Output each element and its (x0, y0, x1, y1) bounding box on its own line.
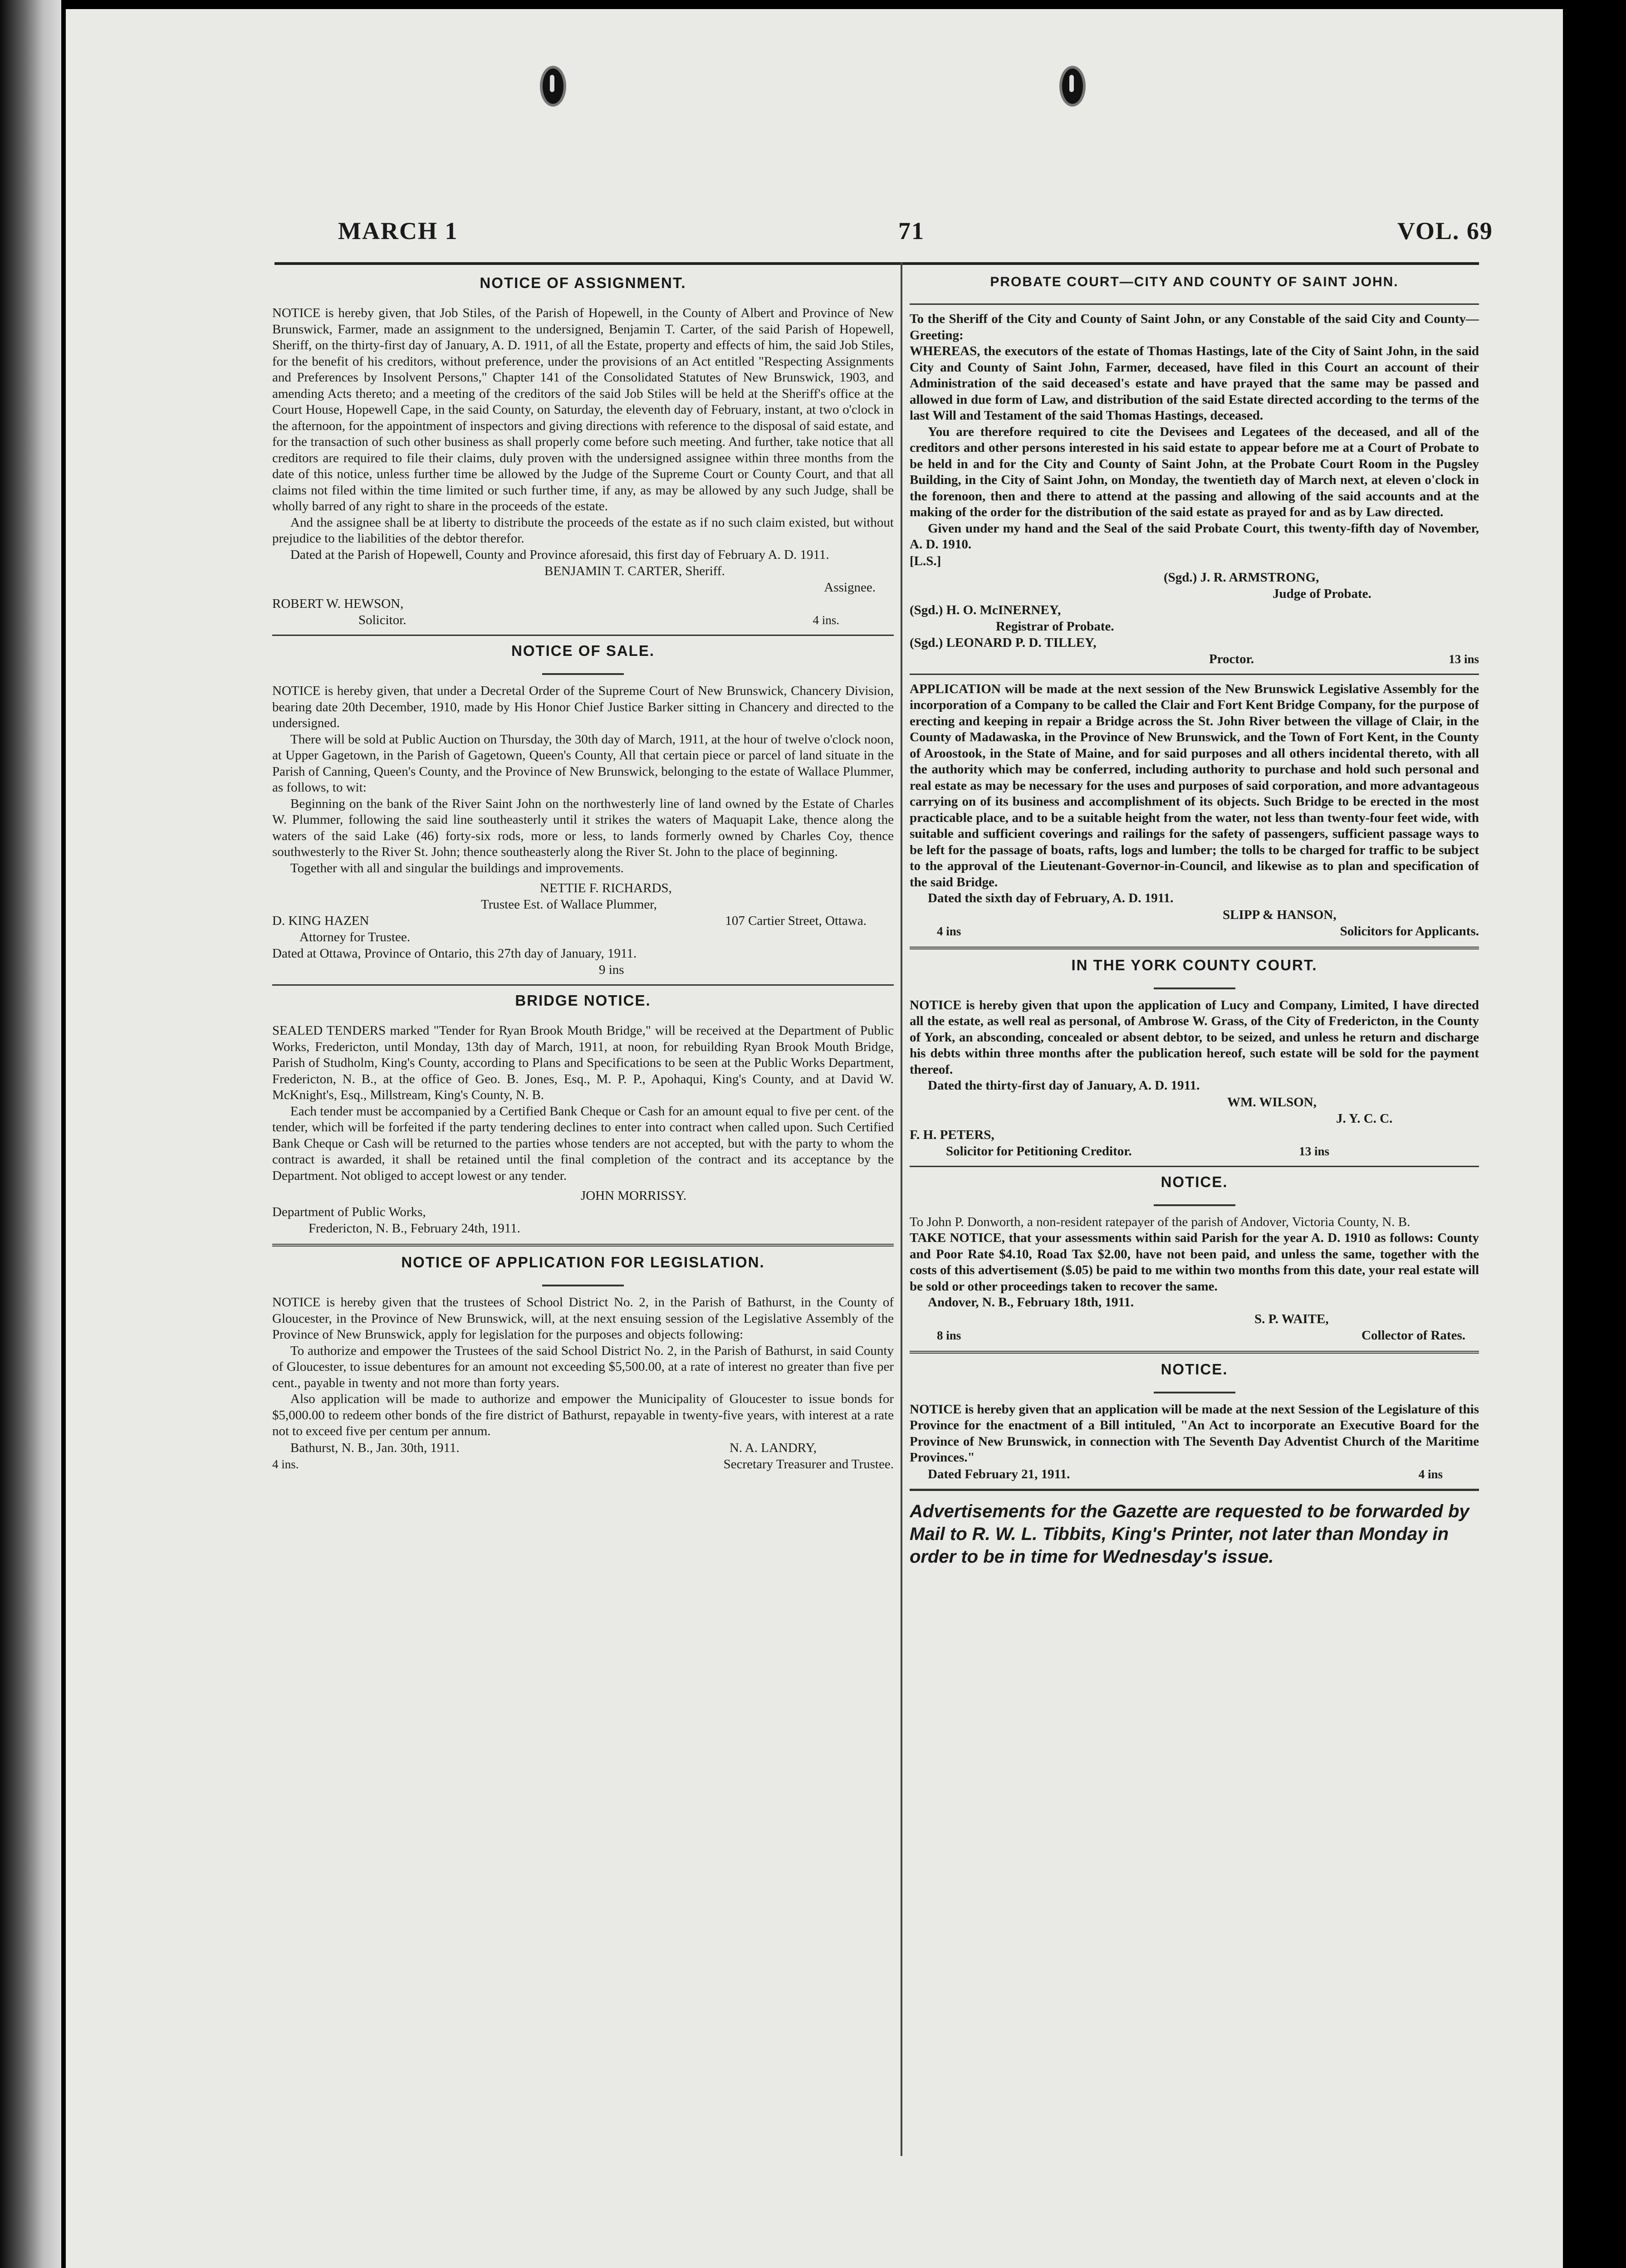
header-rule (274, 262, 1479, 265)
probate-paragraph: WHEREAS, the executors of the estate of Thomas Hastings, late of the City of Saint John, in the said City and County of Saint John, Farmer, deceased, have filed in this Court an account of their Administration of the said deceased's estate and have prayed that the same may be passed and allowed in due form of Law, and distribution of the said Estate directed according to the terms of the last Will and Testament of the said Thomas Hastings, deceased. (910, 344, 1479, 423)
sale-attorney: D. KING HAZEN (272, 914, 369, 928)
section-rule (272, 635, 894, 636)
sale-paragraph: Beginning on the bank of the River Saint John on the northwesterly line of land owned by the Estate of Charles W. Plummer, following the said line southeasterly until it strikes the waters of Maquapit Lake, thence along the waters of the said Lake (46) forty-six rods, more or less, to lands formerly owned by Charles Coy, thence southwesterly to the River St. John; thence southeasterly along the River St. John to the place of beginning. (272, 796, 894, 859)
probate-salutation: To the Sheriff of the City and County of Saint John, or any Constable of the said City and County—Greeting: (910, 312, 1479, 342)
bridge-paragraph: Each tender must be accompanied by a Certified Bank Cheque or Cash for an amount equal to five per cent. of the tender, which will be forfeited if the party tendering declines to enter into contract when called upon. Such Certified Bank Cheque or Cash will be returned to the parties whose tenders are not accepted, but with the party to whom the contract is awarded, it shall be retained until the final completion of the contract and its acceptance by the Department. Not obliged to accept lowest or any tender. (272, 1104, 894, 1183)
probate-judge-role: Judge of Probate. (1273, 586, 1371, 601)
header-date: MARCH 1 (338, 217, 458, 244)
bridge-notice (272, 1023, 894, 1184)
probate-paragraph: You are therefore required to cite the Devisees and Legatees of the deceased, and all of the creditors and other persons interested in his said estate to appear before me at a Court of Probate to be held in and for the City and County of Saint John, at the Probate Court Room in the Pugsley Building, in the City of Saint John, on Monday, the twentieth day of March next, at eleven o'clock in the forenoon, then and there to attend at the passing and allowing of the said accounts and at the making of the order for the distribution of the said estate as prayed for and as by Law directed. (910, 424, 1479, 519)
york-ins: 13 ins (1299, 1144, 1329, 1158)
notice1-heading: NOTICE. (1161, 1173, 1228, 1190)
assignment-signer: BENJAMIN T. CARTER, Sheriff. (544, 564, 725, 578)
assignment-paragraph: Dated at the Parish of Hopewell, County and Province aforesaid, this first day of February A. D. 1911. (290, 547, 829, 562)
probate-given: Given under my hand and the Seal of the said Probate Court, this twenty-fifth day of November, A. D. 1910. (910, 521, 1479, 552)
notice2-dated: Dated February 21, 1911. (928, 1466, 1070, 1481)
section-rule (910, 947, 1479, 949)
heading-underline (1154, 1392, 1235, 1393)
york-paragraph: NOTICE is hereby given that upon the application of Lucy and Company, Limited, I have directed all the estate, as well real as personal, of Ambrose W. Grass, of the City of Fredericton, in the County of York, an absconding, concealed or absent debtor, to be seized, and unless he return and discharge his debts within three months after the publication hereof, such estate will be sold for the payment thereof. (910, 997, 1479, 1077)
probate-ins: 13 ins (1449, 652, 1479, 666)
notice1-to: To John P. Donworth, a non-resident ratepayer of the parish of Andover, Victoria County, N. B. (910, 1214, 1411, 1229)
punch-hole-left (540, 66, 566, 107)
sale-attorney-role: Attorney for Trustee. (299, 930, 411, 944)
sale-heading: NOTICE OF SALE. (511, 642, 655, 659)
sale-signer-role: Trustee Est. of Wallace Plummer, (481, 897, 657, 912)
notice1 (910, 1214, 1479, 1311)
bridge-heading: BRIDGE NOTICE. (515, 992, 651, 1009)
bridge-department: Department of Public Works, (272, 1205, 426, 1219)
assignment-paragraph: And the assignee shall be at liberty to distribute the proceeds of the estate as if no such claim existed, but without prejudice to the liabilities of the debtor therefor. (272, 515, 894, 546)
assignment-ins: 4 ins. (813, 613, 839, 627)
notice2 (910, 1402, 1479, 1466)
column-divider (901, 262, 902, 2156)
notice2-ins: 4 ins (1418, 1467, 1443, 1481)
probate-registrar: (Sgd.) H. O. McINERNEY, (910, 602, 1061, 617)
assignment-paragraph: NOTICE is hereby given, that Job Stiles, of the Parish of Hopewell, in the County of Albert and Province of New Brunswick, Farmer, made an assignment to the undersigned, Benjamin T. Carter, of the said Parish of Hopewell, Sheriff, on the thirty-first day of January, A. D. 1911, of all the Estate, property and effects of him, the said Job Stiles, for the benefit of his creditors, without preference, under the provisions of an Act entitled "Respecting Assignments and Preferences by Insolvent Persons," Chapter 141 of the Consolidated Statutes of New Brunswick, 1903, and amending Acts thereto; and a meeting of the creditors of the said Job Stiles will be held at the Sheriff's office at the Court House, Hopewell Cape, in the said County, on Saturday, the eleventh day of February, instant, at two o'clock in the afternoon, for the appointment of inspectors and giving directions with reference to the disposal of said estate, and for the transaction of such other business as shall properly come before such meeting. And further, take notice that all creditors are required to file their claims, duly proven with the undersigned assignee within three months from the date of this notice, unless further time be allowed by the Judge of the Supreme Court or County Court, and that all claims not filed within the time limited or such further time, if any, as may be allowed by any such Judge, shall be wholly barred of any right to share in the proceeds of the estate. (272, 306, 894, 513)
probate-proctor-role: Proctor. (1209, 651, 1254, 666)
heading-underline (1154, 1204, 1235, 1206)
probate-proctor: (Sgd.) LEONARD P. D. TILLEY, (910, 635, 1097, 650)
section-rule (910, 1489, 1479, 1491)
heading-underline (542, 1285, 624, 1286)
probate-heading: PROBATE COURT—CITY AND COUNTY OF SAINT JOHN. (990, 274, 1399, 289)
bridge-company-notice (910, 681, 1479, 907)
section-rule (910, 303, 1479, 305)
sale-paragraph: Together with all and singular the buildings and improvements. (290, 860, 624, 875)
sale-dated: Dated at Ottawa, Province of Ontario, this 27th day of January, 1911. (272, 946, 637, 961)
volume-number: VOL. 69 (1397, 217, 1493, 244)
york-heading: IN THE YORK COUNTY COURT. (1071, 956, 1317, 973)
notice1-signer: S. P. WAITE, (1254, 1311, 1329, 1326)
legislation-paragraph: NOTICE is hereby given that the trustees of School District No. 2, in the Parish of Bathurst, in the County of Gloucester, in the Province of New Brunswick, will, at the next ensuing session of the Legislative Assembly of the Province of New Brunswick, apply for legislation for the purposes and objects following: (272, 1295, 894, 1342)
sale-paragraph: There will be sold at Public Auction on Thursday, the 30th day of March, 1911, at the hour of twelve o'clock noon, at Upper Gagetown, in the Parish of Gagetown, Queen's County, All that certain piece or parcel of land situate in the Parish of Canning, Queen's County, and the Province of New Brunswick, belonging to the estate of Wallace Plummer, as follows, to wit: (272, 732, 894, 795)
probate-registrar-role: Registrar of Probate. (996, 619, 1114, 634)
section-rule (272, 1244, 894, 1246)
heading-underline (542, 673, 624, 675)
sale-signer: NETTIE F. RICHARDS, (540, 881, 672, 895)
legislation-paragraph: To authorize and empower the Trustees of the said School District No. 2, in the Parish of Bathurst, in said County of Gloucester, to issue debentures for an amount not exceeding $5,500.00, at a rate of interest no greater than five per cent., payable in twenty and not more than forty years. (272, 1343, 894, 1390)
york-solicitor: F. H. PETERS, (910, 1127, 994, 1142)
bridge-signer: JOHN MORRISSY. (581, 1188, 687, 1203)
probate-seal: [L.S.] (910, 553, 941, 568)
legislation-signer: N. A. LANDRY, (729, 1440, 817, 1455)
legislation-signer-role: Secretary Treasurer and Trustee. (723, 1457, 894, 1471)
legislation-notice (272, 1295, 894, 1440)
notice1-ins: 8 ins (937, 1328, 961, 1342)
sale-ins: 9 ins (599, 963, 624, 977)
assignment-solicitor-role: Solicitor. (358, 613, 406, 627)
bridge-company-paragraph: APPLICATION will be made at the next session of the New Brunswick Legislative Assembly for the incorporation of a Company to be called the Clair and Fort Kent Bridge Company, for the purpose of erecting and keeping in repair a Bridge across the St. John River between the village of Clair, in the County of Madawaska, in the Province of New Brunswick, and the Town of Fort Kent, in the County of Aroostook, in the State of Maine, and for said purposes and all others incidental thereto, with all the authority which may be conferred, including authority to purchase and hold such personal and real estate as may be necessary for the uses and purposes of said corporation, and more advantageous carrying on of its business and accomplishment of its objects. Such Bridge to be erected in the most practicable place, and to be a suitable height from the water, not less than twenty-four feet wide, with suitable and sufficient coverings and railings for the safety of passengers, sufficient passage ways to be left for the passage of boats, rafts, logs and lumber; the tolls to be charged for traffic to be subject to the approval of the Lieutenant-Governor-in-Council, and likewise as to plan and specification of the said Bridge. (910, 681, 1479, 890)
section-rule (272, 984, 894, 986)
notice2-heading: NOTICE. (1161, 1360, 1228, 1378)
york-dated: Dated the thirty-first day of January, A. D. 1911. (928, 1078, 1200, 1093)
sale-paragraph: NOTICE is hereby given, that under a Decretal Order of the Supreme Court of New Brunswick, Chancery Division, bearing date 20th December, 1910, made by His Honor Chief Justice Barker sitting in Chancery and directed to the undersigned. (272, 684, 894, 730)
section-rule (910, 1166, 1479, 1167)
bridge-company-signer-role: Solicitors for Applicants. (1340, 924, 1479, 938)
right-column (910, 270, 1479, 1568)
section-rule (910, 674, 1479, 675)
bridge-company-dated: Dated the sixth day of February, A. D. 1911. (928, 891, 1174, 905)
assignment-heading: NOTICE OF ASSIGNMENT. (480, 274, 686, 291)
sale-address: 107 Cartier Street, Ottawa. (725, 914, 867, 928)
notice1-paragraph: TAKE NOTICE, that your assessments within said Parish for the year A. D. 1910 as follows: County and Poor Rate $4.10, Road Tax $2.00, have not been paid, and unless the same, together with the costs of this advertisement ($.05) be paid to me within two months from this date, your real estate will be sold or other proceedings taken to recover the same. (910, 1231, 1479, 1294)
probate-judge: (Sgd.) J. R. ARMSTRONG, (1164, 570, 1319, 585)
bridge-company-ins: 4 ins (937, 924, 961, 938)
gazette-advertising-notice: Advertisements for the Gazette are requested to be forwarded by Mail to R. W. L. Tibbits, King's Printer, not later than Monday in order to be in time for Wednesday's issue. (910, 1501, 1469, 1567)
york-signer: WM. WILSON, (1227, 1095, 1317, 1110)
bridge-dated: Fredericton, N. B., February 24th, 1911. (309, 1221, 520, 1236)
heading-underline (1154, 987, 1235, 989)
legislation-heading: NOTICE OF APPLICATION FOR LEGISLATION. (401, 1254, 765, 1271)
section-rule (910, 1351, 1479, 1354)
book-binding (0, 0, 61, 2268)
legislation-dated: Bathurst, N. B., Jan. 30th, 1911. (290, 1440, 460, 1455)
bridge-company-signer: SLIPP & HANSON, (1223, 907, 1337, 922)
punch-hole-right (1059, 66, 1086, 107)
york-notice (910, 997, 1479, 1094)
probate-notice (910, 311, 1479, 553)
sale-notice (272, 683, 894, 876)
assignment-solicitor: ROBERT W. HEWSON, (272, 596, 404, 611)
assignment-signer-role: Assignee. (824, 580, 876, 595)
york-signer-role: J. Y. C. C. (1336, 1111, 1393, 1126)
notice2-paragraph: NOTICE is hereby given that an application will be made at the next Session of the Legislature of this Province for the enactment of a Bill intituled, "An Act to incorporate an Executive Board for the Province of New Brunswick, in connection with The Seventh Day Adventist Church of the Maritime Provinces." (910, 1402, 1479, 1465)
assignment-notice (272, 305, 894, 563)
notice1-dated: Andover, N. B., February 18th, 1911. (928, 1295, 1134, 1310)
legislation-paragraph: Also application will be made to authorize and empower the Municipality of Gloucester to issue bonds for $5,000.00 to redeem other bonds of the fire district of Bathurst, repayable in twenty-five years, with interest at a rate not to exceed five per centum per annum. (272, 1392, 894, 1438)
legislation-ins: 4 ins. (272, 1457, 299, 1471)
left-column (272, 270, 894, 1472)
notice1-signer-role: Collector of Rates. (1362, 1328, 1465, 1343)
page-number: 71 (898, 217, 925, 244)
york-solicitor-role: Solicitor for Petitioning Creditor. (946, 1144, 1132, 1158)
bridge-paragraph: SEALED TENDERS marked "Tender for Ryan Brook Mouth Bridge," will be received at the Department of Public Works, Fredericton, until Monday, 13th day of March, 1911, at noon, for rebuilding Ryan Brook Mouth Bridge, Parish of Studholm, King's County, according to Plans and Specifications to be seen at the Public Works Department, Fredericton, N. B., at the office of Geo. B. Jones, Esq., M. P. P., Apohaqui, King's County, and at David W. McKnight's, Esq., Millstream, King's County, N. B. (272, 1023, 894, 1102)
